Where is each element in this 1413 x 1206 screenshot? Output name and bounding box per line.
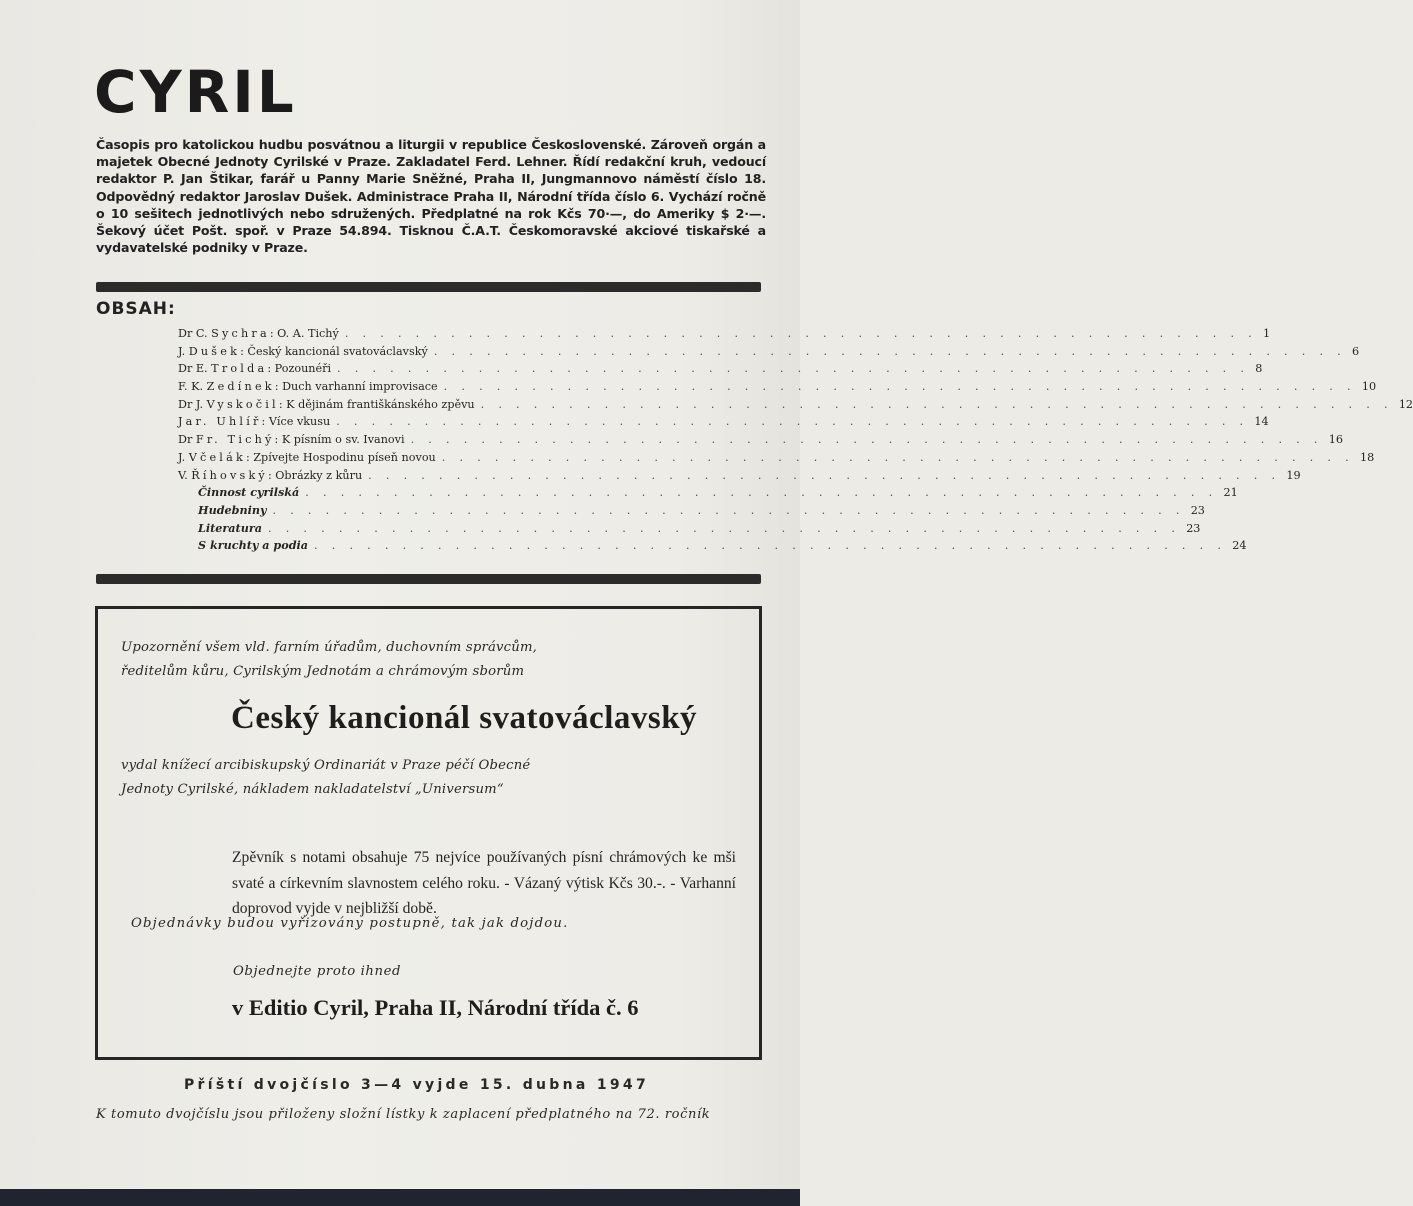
toc-title: : Obrázky z kůru — [267, 468, 363, 482]
advert-notice-line: ředitelům kůru, Cyrilským Jednotám a chrámovým sborům — [121, 664, 525, 679]
toc-entry — [178, 343, 1360, 361]
toc-entry — [178, 360, 1263, 378]
toc-leader-dots: . . . . . . . . . . . . . . . . . . . . . . . . . . . . . . . . . . . . . . . . . . . . . . . . . . . . — [410, 433, 1323, 447]
toc-page-number: 16 — [1328, 433, 1343, 447]
advert-headline: Český kancionál svatováclavský — [231, 700, 698, 736]
toc-title: : Pozounéři — [267, 362, 332, 376]
advert-orders-note: Objednávky budou vyřizovány postupně, tak jak dojdou. — [131, 916, 569, 931]
toc-author: Dr J. Vyskočil — [178, 397, 279, 411]
publication-intro: Časopis pro katolickou hudbu posvátnou a liturgii v republice Československé. Zároveň orgán a majetek Obecné Jednoty Cyrilské v Praze. Zakladatel Ferd. Lehner. Řídí redakční kruh, vedoucí redaktor P. Jan Štikar, farář u Panny Marie Sněžné, Praha II, Jungmannovo náměstí číslo 18. Odpovědný redaktor Jaroslav Dušek. Administrace Praha II, Národní třída číslo 6. Vychází ročně o 10 sešitech jednotlivých nebo sdružených. Předplatné na rok Kčs 70·—, do Ameriky $ 2·—. Šekový účet Pošt. spoř. v Praze 54.894. Tisknou Č.A.T. Českomoravské akciové tiskařské a vydavatelské podniky v Praze. — [96, 137, 766, 256]
toc-title: : K dějinám františkánského zpěvu — [278, 397, 475, 411]
toc-title: : O. A. Tichý — [269, 327, 339, 340]
toc-author: J. Dušek — [178, 344, 241, 358]
advertisement-box — [95, 606, 762, 1060]
masthead-title: CYRIL — [94, 58, 297, 126]
toc-title: : Český kancionál svatováclavský — [240, 344, 428, 358]
toc-entry — [178, 325, 1271, 343]
advert-publisher — [121, 754, 530, 802]
toc-entry — [178, 413, 1269, 431]
toc-entry — [178, 396, 1413, 414]
toc-author: Dr E. Trolda — [178, 362, 268, 376]
toc-page-number: 23 — [1190, 503, 1205, 517]
toc-section-title: Hudebniny — [198, 502, 267, 517]
toc-page-number: 24 — [1232, 539, 1247, 553]
toc-page-number: 21 — [1223, 486, 1238, 500]
toc-section — [178, 520, 1201, 538]
toc-page-number: 14 — [1254, 415, 1269, 429]
bottom-divider-rule — [96, 574, 761, 584]
toc-leader-dots: . . . . . . . . . . . . . . . . . . . . . . . . . . . . . . . . . . . . . . . . . . . . . . . . . . . . — [443, 380, 1356, 394]
next-issue-notice: Příští dvojčíslo 3—4 vyjde 15. dubna 1947 — [184, 1077, 649, 1093]
toc-leader-dots: . . . . . . . . . . . . . . . . . . . . . . . . . . . . . . . . . . . . . . . . . . . . . . . . . . . . — [441, 450, 1354, 464]
toc-leader-dots: . . . . . . . . . . . . . . . . . . . . . . . . . . . . . . . . . . . . . . . . . . . . . . . . . . . . — [433, 344, 1347, 358]
toc-leader-dots: . . . . . . . . . . . . . . . . . . . . . . . . . . . . . . . . . . . . . . . . . . . . . . . . . . . . — [268, 521, 1181, 535]
toc-author: Dr Fr. Tichý — [178, 433, 275, 447]
top-divider-rule — [96, 282, 761, 292]
toc-entry — [178, 431, 1343, 449]
toc-section-title: S kruchty a podia — [198, 538, 309, 553]
toc-entry — [178, 449, 1375, 467]
toc-author: V. Říhovský — [178, 468, 268, 482]
toc-page-number: 8 — [1255, 362, 1263, 376]
contents-heading: OBSAH: — [96, 299, 176, 319]
table-of-contents — [178, 325, 1413, 555]
toc-page-number: 10 — [1361, 380, 1377, 394]
toc-section-title: Literatura — [198, 520, 262, 535]
toc-title: : Duch varhanní improvisace — [274, 380, 438, 394]
advert-description: Zpěvník s notami obsahuje 75 nejvíce používaných písní chrámových ke mši svaté a církevním slavnostem celého roku. - Vázaný výtisk Kčs 30.-. - Varhanní doprovod vyjde v nejbližší době. — [232, 849, 736, 917]
toc-title: : Zpívejte Hospodinu píseň novou — [245, 450, 436, 464]
toc-author: Jar. Uhlíř — [178, 415, 262, 429]
advert-address: v Editio Cyril, Praha II, Národní třída č. 6 — [232, 995, 639, 1020]
toc-leader-dots: . . . . . . . . . . . . . . . . . . . . . . . . . . . . . . . . . . . . . . . . . . . . . . . . . . . . — [336, 415, 1249, 429]
toc-leader-dots: . . . . . . . . . . . . . . . . . . . . . . . . . . . . . . . . . . . . . . . . . . . . . . . . . . . . — [337, 362, 1250, 376]
toc-page-number: 6 — [1352, 344, 1360, 358]
toc-leader-dots: . . . . . . . . . . . . . . . . . . . . . . . . . . . . . . . . . . . . . . . . . . . . . . . . . . . . — [480, 397, 1393, 411]
toc-page-number: 23 — [1186, 521, 1201, 535]
advert-publisher-line: vydal knížecí arcibiskupský Ordinariát v Praze péčí Obecné — [121, 758, 531, 773]
toc-page-number: 18 — [1359, 450, 1375, 464]
toc-author: Dr C. Sychra — [178, 327, 270, 340]
toc-title: : Více vkusu — [261, 415, 331, 429]
toc-section — [178, 502, 1205, 520]
toc-leader-dots: . . . . . . . . . . . . . . . . . . . . . . . . . . . . . . . . . . . . . . . . . . . . . . . . . . . . — [314, 539, 1227, 553]
toc-section — [178, 537, 1247, 555]
scan-bottom-edge — [0, 1189, 800, 1206]
toc-entry — [178, 467, 1301, 485]
toc-section — [178, 484, 1238, 502]
toc-leader-dots: . . . . . . . . . . . . . . . . . . . . . . . . . . . . . . . . . . . . . . . . . . . . . . . . . . . . — [368, 468, 1281, 482]
toc-leader-dots: . . . . . . . . . . . . . . . . . . . . . . . . . . . . . . . . . . . . . . . . . . . . . . . . . . . . — [305, 486, 1218, 500]
toc-author: J. Včelák — [178, 450, 246, 464]
attachment-note: K tomuto dvojčíslu jsou přiloženy složní lístky k zaplacení předplatného na 72. ročník — [96, 1107, 711, 1122]
advert-notice — [121, 636, 537, 684]
advert-notice-line: Upozornění všem vld. farním úřadům, duchovním správcům, — [121, 640, 538, 655]
toc-entry — [178, 378, 1377, 396]
toc-page-number: 1 — [1263, 327, 1271, 340]
toc-leader-dots: . . . . . . . . . . . . . . . . . . . . . . . . . . . . . . . . . . . . . . . . . . . . . . . . . . . . — [344, 327, 1258, 340]
toc-page-number: 12 — [1398, 397, 1413, 411]
advert-publisher-line: Jednoty Cyrilské, nákladem nakladatelství „Universum“ — [121, 782, 504, 797]
toc-author: F. K. Zedínek — [178, 380, 275, 394]
toc-leader-dots: . . . . . . . . . . . . . . . . . . . . . . . . . . . . . . . . . . . . . . . . . . . . . . . . . . . . — [272, 503, 1185, 517]
toc-title: : K písním o sv. Ivanovi — [274, 433, 405, 447]
toc-section-title: Činnost cyrilská — [198, 485, 300, 500]
toc-page-number: 19 — [1286, 468, 1301, 482]
advert-order-now: Objednejte proto ihned — [233, 964, 402, 979]
